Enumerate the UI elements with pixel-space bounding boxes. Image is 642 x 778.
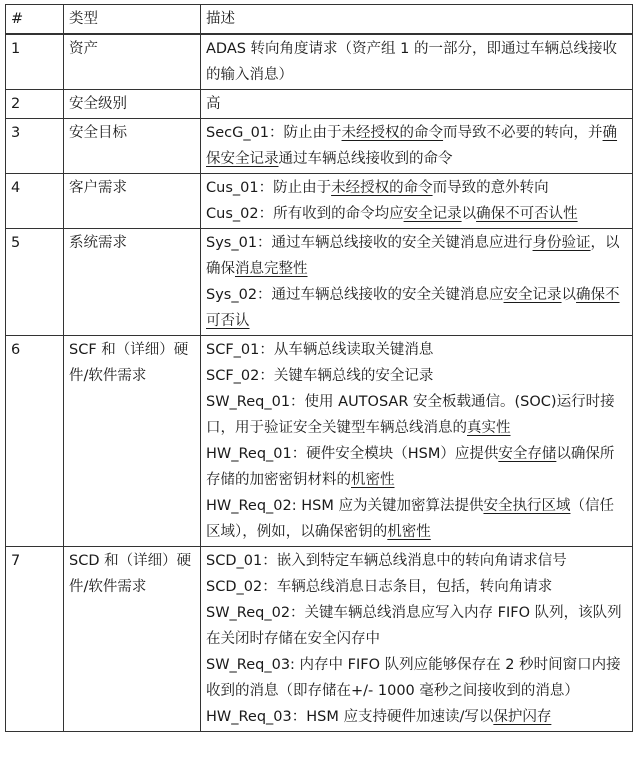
underlined-term: 消息完整性 xyxy=(235,261,308,277)
description-text: 通过车辆总线接收到的命令 xyxy=(278,151,453,167)
description-text: SCF_02：关键车辆总线的安全记录 xyxy=(206,368,434,384)
description-text: 而导致不必要的转向，并 xyxy=(443,125,603,141)
underlined-term: 真实性 xyxy=(467,420,511,436)
header-num: # xyxy=(6,5,64,35)
description-text: Sys_02：通过车辆总线接收的安全关键消息应 xyxy=(206,287,504,303)
description-text: 以 xyxy=(461,206,477,222)
description-line xyxy=(206,201,627,227)
row-number: 3 xyxy=(6,119,64,174)
row-type: SCD 和（详细）硬件/软件需求 xyxy=(64,547,201,732)
underlined-term: 保护闪存 xyxy=(493,709,552,725)
underlined-term: 未经授权的命令 xyxy=(341,125,444,141)
description-text: ，以确保 xyxy=(206,235,620,277)
row-description xyxy=(201,336,633,547)
row-type: 安全目标 xyxy=(64,119,201,174)
header-type: 类型 xyxy=(64,5,201,35)
row-description xyxy=(201,90,633,119)
underlined-term: 身份验证 xyxy=(532,235,591,251)
table-row xyxy=(6,34,633,90)
description-text: 以 xyxy=(561,287,577,303)
description-text: HW_Req_01：硬件安全模块（HSM）应提供 xyxy=(206,446,499,462)
description-text: 高 xyxy=(206,96,221,112)
underlined-term: 安全存储 xyxy=(498,446,557,462)
row-number: 1 xyxy=(6,34,64,90)
row-number: 4 xyxy=(6,174,64,229)
underlined-term: 机密性 xyxy=(351,472,395,488)
table-row xyxy=(6,174,633,229)
row-type: 系统需求 xyxy=(64,229,201,336)
table-row xyxy=(6,229,633,336)
underlined-term: 确保安全记录 xyxy=(206,125,618,167)
description-text: Cus_01：防止由于 xyxy=(206,180,332,196)
description-line xyxy=(206,363,627,389)
description-text: HW_Req_02: HSM 应为关键加密算法提供 xyxy=(206,498,484,514)
underlined-term: 确保不可否认性 xyxy=(476,206,578,222)
description-text: 而导致的意外转向 xyxy=(432,180,549,196)
row-number: 5 xyxy=(6,229,64,336)
row-type: 客户需求 xyxy=(64,174,201,229)
description-line xyxy=(206,120,627,172)
description-text: HW_Req_03：HSM 应支持硬件加速读/写以 xyxy=(206,709,494,725)
row-number: 6 xyxy=(6,336,64,547)
table-row xyxy=(6,547,633,732)
description-line xyxy=(206,548,627,574)
description-line xyxy=(206,230,627,282)
underlined-term: 安全记录 xyxy=(503,287,562,303)
row-description xyxy=(201,229,633,336)
description-text: SW_Req_02：关键车辆总线消息应写入内存 FIFO 队列，该队列在关闭时存储在安全闪存中 xyxy=(206,605,622,647)
underlined-term: 机密性 xyxy=(387,524,431,540)
header-desc: 描述 xyxy=(201,5,633,35)
description-text: SCD_01：嵌入到特定车辆总线消息中的转向角请求信号 xyxy=(206,553,567,569)
description-line xyxy=(206,175,627,201)
row-description xyxy=(201,119,633,174)
description-line xyxy=(206,282,627,334)
description-text: SW_Req_01：使用 AUTOSAR 安全板载通信。(SOC)运行时接口，用于验证安全关键型车辆总线消息的 xyxy=(206,394,615,436)
description-line xyxy=(206,36,627,88)
description-line xyxy=(206,652,627,704)
description-text: SCF_01：从车辆总线读取关键消息 xyxy=(206,342,434,358)
description-text: （信任区域），例如，以确保密钥的 xyxy=(206,498,614,540)
description-text: Sys_01：通过车辆总线接收的安全关键消息应进行 xyxy=(206,235,533,251)
row-description xyxy=(201,547,633,732)
requirements-table xyxy=(5,4,633,732)
row-type: 安全级别 xyxy=(64,90,201,119)
table-row xyxy=(6,336,633,547)
description-line xyxy=(206,441,627,493)
underlined-term: 安全执行区域 xyxy=(483,498,571,514)
table-header-row xyxy=(6,5,633,35)
row-number: 2 xyxy=(6,90,64,119)
description-line xyxy=(206,337,627,363)
table-body xyxy=(6,34,633,732)
underlined-term: 确保不可否认 xyxy=(206,287,620,329)
row-description xyxy=(201,174,633,229)
table-row xyxy=(6,90,633,119)
description-line xyxy=(206,600,627,652)
description-text: Cus_02：所有收到的命令均应 xyxy=(206,206,404,222)
underlined-term: 未经授权的命令 xyxy=(331,180,433,196)
underlined-term: 安全记录 xyxy=(403,206,462,222)
description-text: SCD_02：车辆总线消息日志条目，包括，转向角请求 xyxy=(206,579,553,595)
row-number: 7 xyxy=(6,547,64,732)
table-row xyxy=(6,119,633,174)
description-line xyxy=(206,574,627,600)
description-text: ADAS 转向角度请求（资产组 1 的一部分，即通过车辆总线接收的输入消息） xyxy=(206,41,618,83)
row-type: 资产 xyxy=(64,34,201,90)
row-type: SCF 和（详细）硬件/软件需求 xyxy=(64,336,201,547)
description-line xyxy=(206,389,627,441)
description-line xyxy=(206,91,627,117)
row-description xyxy=(201,34,633,90)
description-line xyxy=(206,704,627,730)
description-text: SW_Req_03: 内存中 FIFO 队列应能够保存在 2 秒时间窗口内接收到的消息（即存储在+/- 1000 毫秒之间接收到的消息） xyxy=(206,657,621,699)
description-line xyxy=(206,493,627,545)
description-text: SecG_01：防止由于 xyxy=(206,125,342,141)
description-text: 以确保所存储的加密密钥材料的 xyxy=(206,446,615,488)
